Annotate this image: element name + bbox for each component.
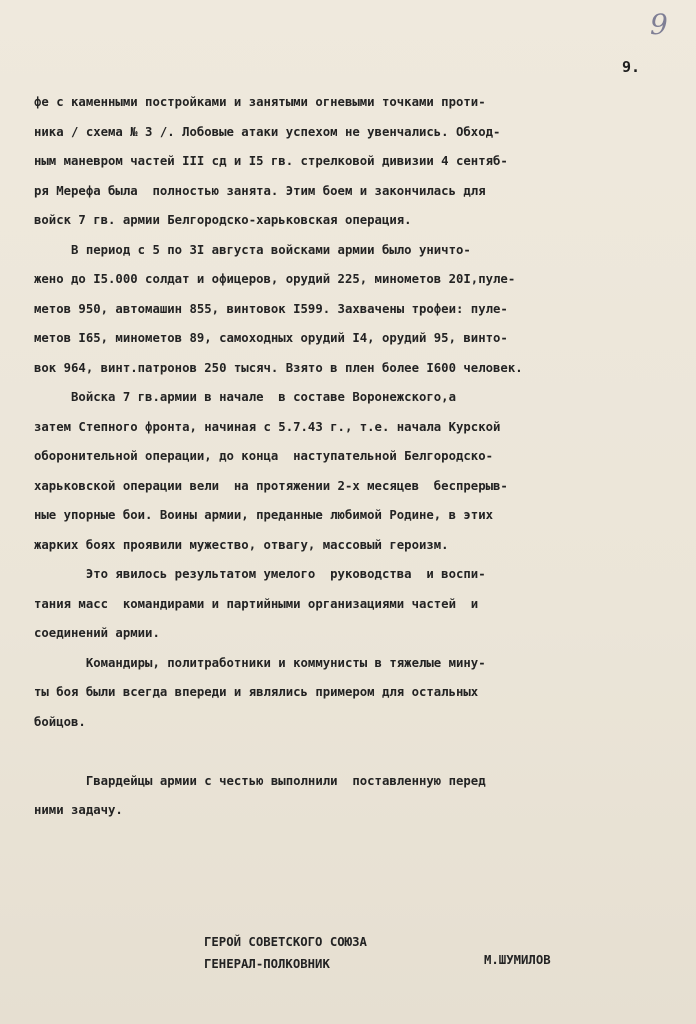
body-line: ря Мерефа была полностью занята. Этим боем и закончилась для <box>34 183 486 198</box>
typed-page-number: 9. <box>622 58 641 76</box>
body-line: ным маневром частей III сд и I5 гв. стрелковой дивизии 4 сентяб- <box>34 154 508 168</box>
signature-title-line-1: ГЕРОЙ СОВЕТСКОГО СОЮЗА <box>204 935 367 949</box>
body-line: вок 964, винт.патронов 250 тысяч. Взято в плен более I600 человек. <box>34 360 523 375</box>
body-line: В период с 5 по 3I августа войсками армии было уничто- <box>34 242 471 257</box>
body-line: ника / схема № 3 /. Лобовые атаки успехом не увенчались. Обход- <box>34 124 501 139</box>
body-line: ними задачу. <box>34 803 123 817</box>
body-line: ные упорные бои. Воины армии, преданные любимой Родине, в этих <box>34 508 494 522</box>
body-line: харьковской операции вели на протяжении 2-х месяцев беспрерыв- <box>34 478 508 493</box>
body-line: войск 7 гв. армии Белгородско-харьковская операция. <box>34 213 412 227</box>
body-line <box>34 737 686 767</box>
body-line: жарких боях проявили мужество, отвагу, массовый героизм. <box>34 537 449 552</box>
body-line: оборонительной операции, до конца наступательной Белгородско- <box>34 449 494 463</box>
body-line: Войска 7 гв.армии в начале в составе Воронежского,а <box>34 390 456 404</box>
body-line: затем Степного фронта, начиная с 5.7.43 г., т.е. начала Курской <box>34 419 501 434</box>
body-line: метов I65, минометов 89, самоходных орудий I4, орудий 95, винто- <box>34 331 508 345</box>
body-line: ты боя были всегда впереди и являлись примером для остальных <box>34 685 479 699</box>
body-line: Это явилось результатом умелого руководства и воспи- <box>34 567 486 581</box>
body-line: фе с каменными постройками и занятыми огневыми точками проти- <box>34 95 486 109</box>
body-line: бойцов. <box>34 714 86 729</box>
document-body <box>34 88 686 826</box>
body-line: тания масс командирами и партийными организациями частей и <box>34 596 479 611</box>
body-line: соединений армии. <box>34 626 160 640</box>
handwritten-page-number: 9 <box>650 8 668 41</box>
body-line: Гвардейцы армии с честью выполнили поставленную перед <box>34 773 486 788</box>
signature-title <box>204 931 367 975</box>
body-line: жено до I5.000 солдат и офицеров, орудий 225, минометов 20I,пуле- <box>34 272 516 286</box>
body-line: метов 950, автомашин 855, винтовок I599. Захвачены трофеи: пуле- <box>34 301 508 316</box>
signature-title-line-2: ГЕНЕРАЛ-ПОЛКОВНИК <box>204 957 330 971</box>
signature-name: М.ШУМИЛОВ <box>484 953 551 967</box>
body-line: Командиры, политработники и коммунисты в тяжелые мину- <box>34 655 486 670</box>
